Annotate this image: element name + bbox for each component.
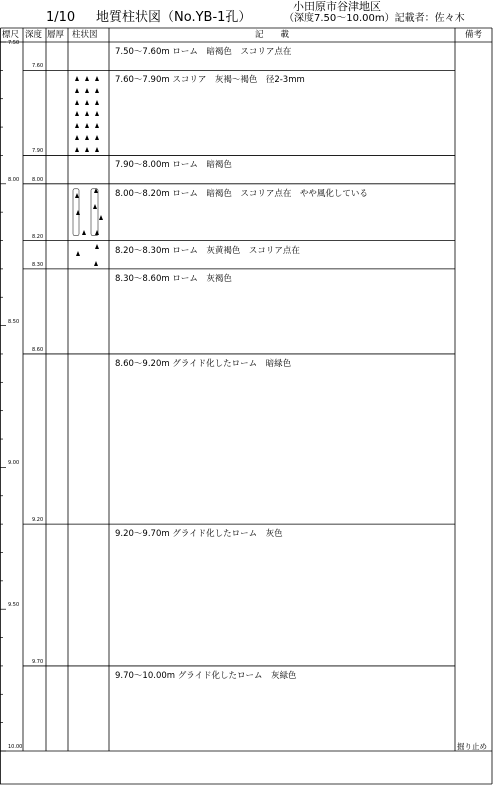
scoria-symbol [85,135,89,140]
layer-bottom-depth: 8.60 [32,346,44,353]
scoria-symbol [94,261,98,266]
scoria-symbol [75,76,79,81]
column-header-column: 柱状図 [72,30,98,40]
scoria-symbol [95,147,99,152]
end-of-boring-remark: 掘り止め [457,742,487,751]
layer-bottom-depth: 7.90 [32,148,44,155]
scoria-symbol [99,215,103,220]
layer-description: 7.60～7.90m スコリア 灰褐～褐色 径2-3mm [115,75,305,86]
layer-description: 9.20～9.70m グライド化したローム 灰色 [115,529,283,540]
scoria-symbol [75,123,79,128]
layer-description: 8.60～9.20m グライド化したローム 暗緑色 [115,358,292,369]
layer-bottom-depth: 9.70 [32,658,44,665]
scale-label: 10.00 [8,744,23,750]
scoria-symbol [95,111,99,116]
scoria-symbol [85,88,89,93]
layer-description: 8.30～8.60m ローム 灰褐色 [115,273,232,284]
log-title: 地質柱状図（No.YB-1孔） [96,10,252,25]
layer-bottom-depth: 9.20 [32,517,44,524]
scale-label: 9.00 [8,460,20,467]
scoria-symbol [75,111,79,116]
scale-label: 7.50 [8,40,20,46]
layer-description: 9.70～10.00m グライド化したローム 灰緑色 [115,670,297,681]
scoria-symbol [85,76,89,81]
depth-range-recorder: （深度7.50～10.00m）記載者：佐々木 [284,13,465,24]
scoria-symbol [93,204,97,209]
layer-bottom-depth: 8.30 [32,261,44,268]
scale-label: 8.00 [8,176,20,183]
scoria-symbol [95,244,99,249]
scoria-symbol [75,100,79,105]
scoria-symbol [95,123,99,128]
layer-description: 7.90～8.00m ローム 暗褐色 [115,160,232,171]
layer-description: 7.50～7.60m ローム 暗褐色 スコリア点在 [115,47,292,57]
layer-bottom-depth: 8.00 [32,176,44,183]
scoria-symbol [85,111,89,116]
scoria-symbol [95,135,99,140]
scoria-symbol [95,76,99,81]
scoria-symbol [76,251,80,256]
layer-bottom-depth: 7.60 [32,63,44,70]
column-header-thickness: 層厚 [47,30,65,40]
scoria-symbol [95,88,99,93]
weathered-lens [91,189,98,236]
layer-bottom-depth: 8.20 [32,233,44,240]
layer-description: 8.20～8.30m ローム 灰黄褐色 スコリア点在 [115,245,300,256]
layer-description: 8.00～8.20m ローム 暗褐色 スコリア点在 やや風化している [115,188,368,199]
column-header-depth: 深度 [25,30,43,40]
column-header-scale: 標尺 [2,30,20,40]
scoria-symbol [95,230,99,235]
column-header-remarks: 備考 [465,30,483,40]
scoria-symbol [85,147,89,152]
scoria-symbol [75,88,79,93]
scoria-symbol [76,210,80,215]
scoria-symbol [85,100,89,105]
scale-label: 9.50 [8,602,20,609]
scoria-symbol [95,100,99,105]
scale-label: 8.50 [8,318,20,325]
scoria-symbol [85,123,89,128]
scoria-symbol [75,193,79,198]
column-header-description: 記 載 [255,30,290,40]
scoria-symbol [75,147,79,152]
scoria-symbol [94,188,98,193]
scoria-symbol [75,135,79,140]
scoria-symbol [82,230,86,235]
location-name: 小田原市谷津地区 [293,0,381,13]
scale-ratio: 1/10 [46,10,76,25]
